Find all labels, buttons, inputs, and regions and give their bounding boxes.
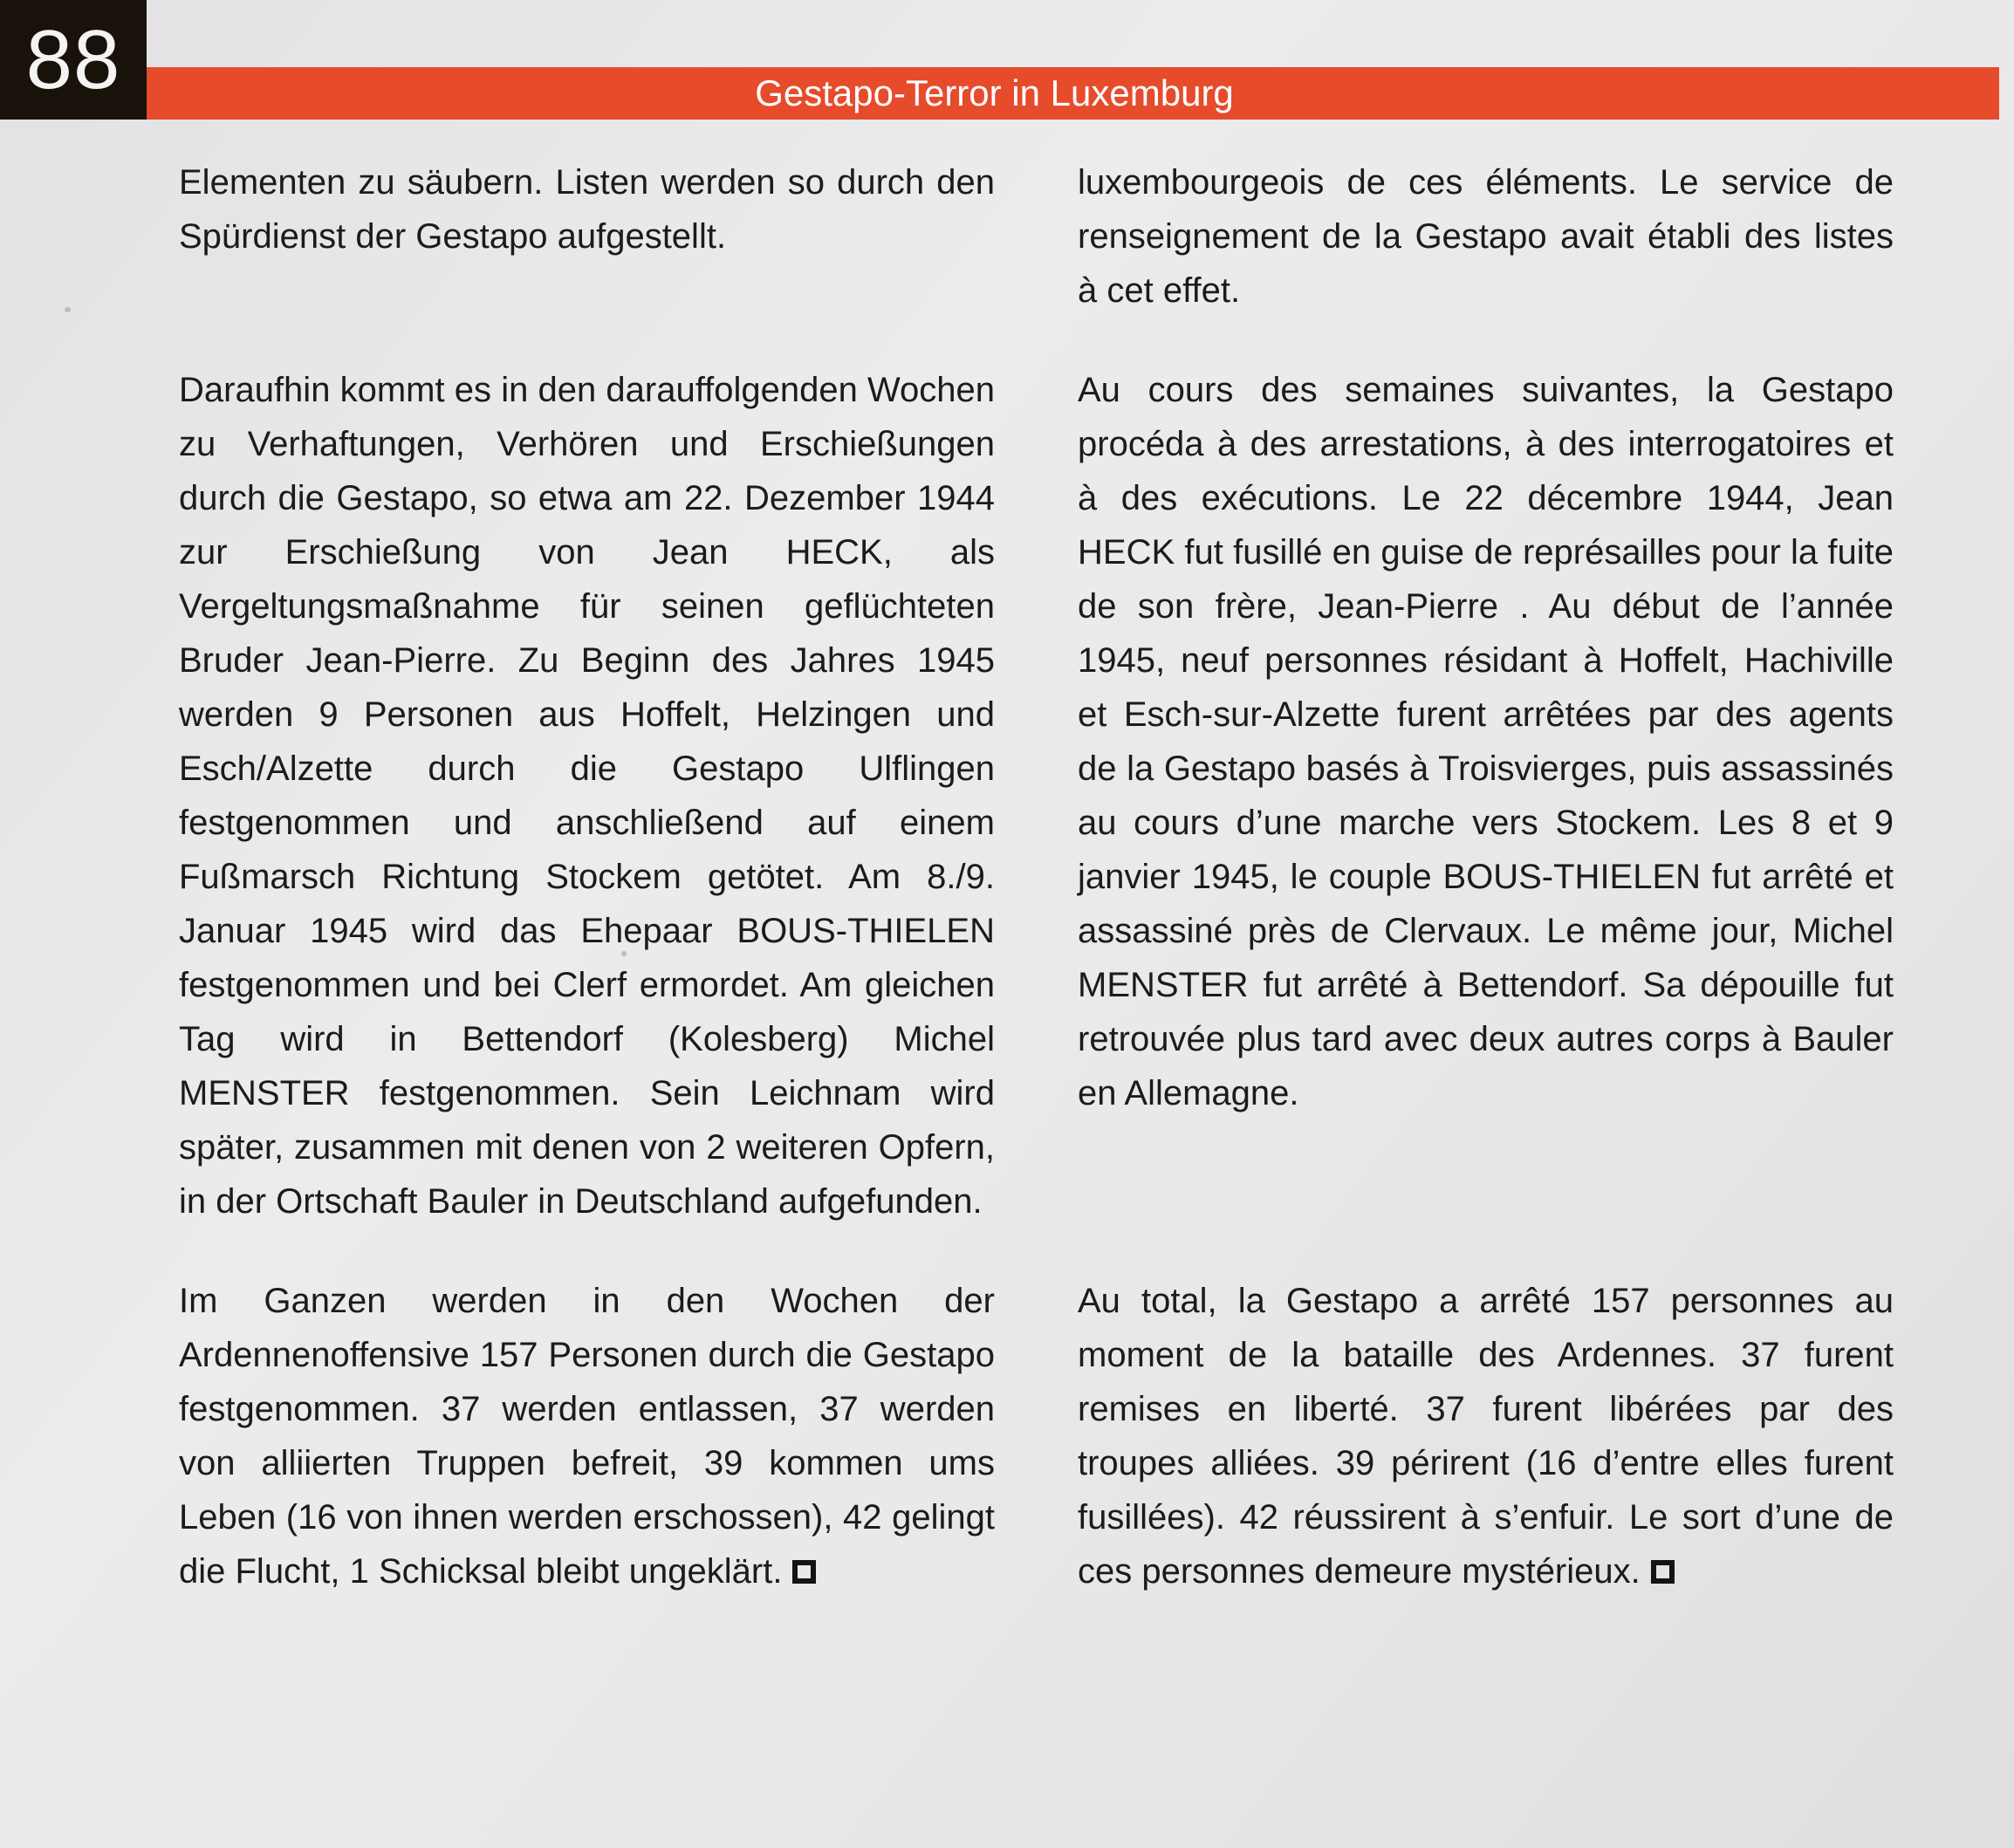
- header-title: Gestapo-Terror in Luxemburg: [755, 72, 1234, 113]
- page-number: 88: [25, 12, 121, 106]
- scan-speck: [65, 307, 71, 312]
- paragraph-german-2: Daraufhin kommt es in den darauffolgenden Wochen zu Verhaftungen, Verhören und Erschießungen durch die Gestapo, so etwa am 22. Dezember 1944 zur Erschießung von Jean HECK, als Vergeltungsmaßnahme für seinen geflüchteten Bruder Jean-Pierre. Zu Beginn des Jahres 1945 werden 9 Personen aus Hoffelt, Helzingen und Esch/Alzette durch die Gestapo Ulflingen festgenommen und anschließend auf einem Fußmarsch Richtung Stockem getötet. Am 8./9. Januar 1945 wird das Ehepaar BOUS-THIELEN festgenommen und bei Clerf ermordet. Am gleichen Tag wird in Bettendorf (Kolesberg) Michel MENSTER festgenommen. Sein Leichnam wird später, zusammen mit denen von 2 weiteren Opfern, in der Ortschaft Bauler in Deutschland aufgefunden.: [179, 371, 995, 1221]
- end-of-article-icon: [1651, 1560, 1675, 1584]
- paragraph-text: Au total, la Gestapo a arrêté 157 personnes au moment de la bataille des Ardennes. 37 furent remises en liberté. 37 furent libérées par des troupes alliées. 39 périrent (16 d’entre elles furent fusillées). 42 réussirent à s’enfuir. Le sort d’une de ces personnes demeure mystérieux.: [1078, 1282, 1894, 1591]
- paragraph-text: Im Ganzen werden in den Wochen der Ardennenoffensive 157 Personen durch die Gestapo festgenommen. 37 werden entlassen, 37 werden von alliierten Truppen befreit, 39 kommen ums Leben (16 von ihnen werden erschossen), 42 gelingt die Flucht, 1 Schicksal bleibt ungeklärt.: [179, 1282, 995, 1591]
- paragraph-german-1: Elementen zu säubern. Listen werden so durch den Spürdienst der Gestapo aufgestellt.: [179, 163, 995, 256]
- scan-speck: [621, 951, 627, 956]
- header-bar: [147, 67, 1999, 120]
- article-body: [179, 155, 1894, 1598]
- paragraph-german-3: [179, 1274, 995, 1598]
- paragraph-french-3: [1078, 1274, 1894, 1598]
- page-number-box: [0, 0, 147, 120]
- paragraph-french-1: luxembourgeois de ces éléments. Le service de renseignement de la Gestapo avait établi des listes à cet effet.: [1078, 163, 1894, 310]
- paragraph-french-2: Au cours des semaines suivantes, la Gestapo procéda à des arrestations, à des interrogatoires et à des exécutions. Le 22 décembre 1944, Jean HECK fut fusillé en guise de représailles pour la fuite de son frère, Jean-Pierre . Au début de l’année 1945, neuf personnes résidant à Hoffelt, Hachiville et Esch-sur-Alzette furent arrêtées par des agents de la Gestapo basés à Troisvierges, puis assassinés au cours d’une marche vers Stockem. Les 8 et 9 janvier 1945, le couple BOUS-THIELEN fut arrêté et assassiné près de Clervaux. Le même jour, Michel MENSTER fut arrêté à Bettendorf. Sa dépouille fut retrouvée plus tard avec deux autres corps à Bauler en Allemagne.: [1078, 371, 1894, 1112]
- end-of-article-icon: [792, 1560, 816, 1584]
